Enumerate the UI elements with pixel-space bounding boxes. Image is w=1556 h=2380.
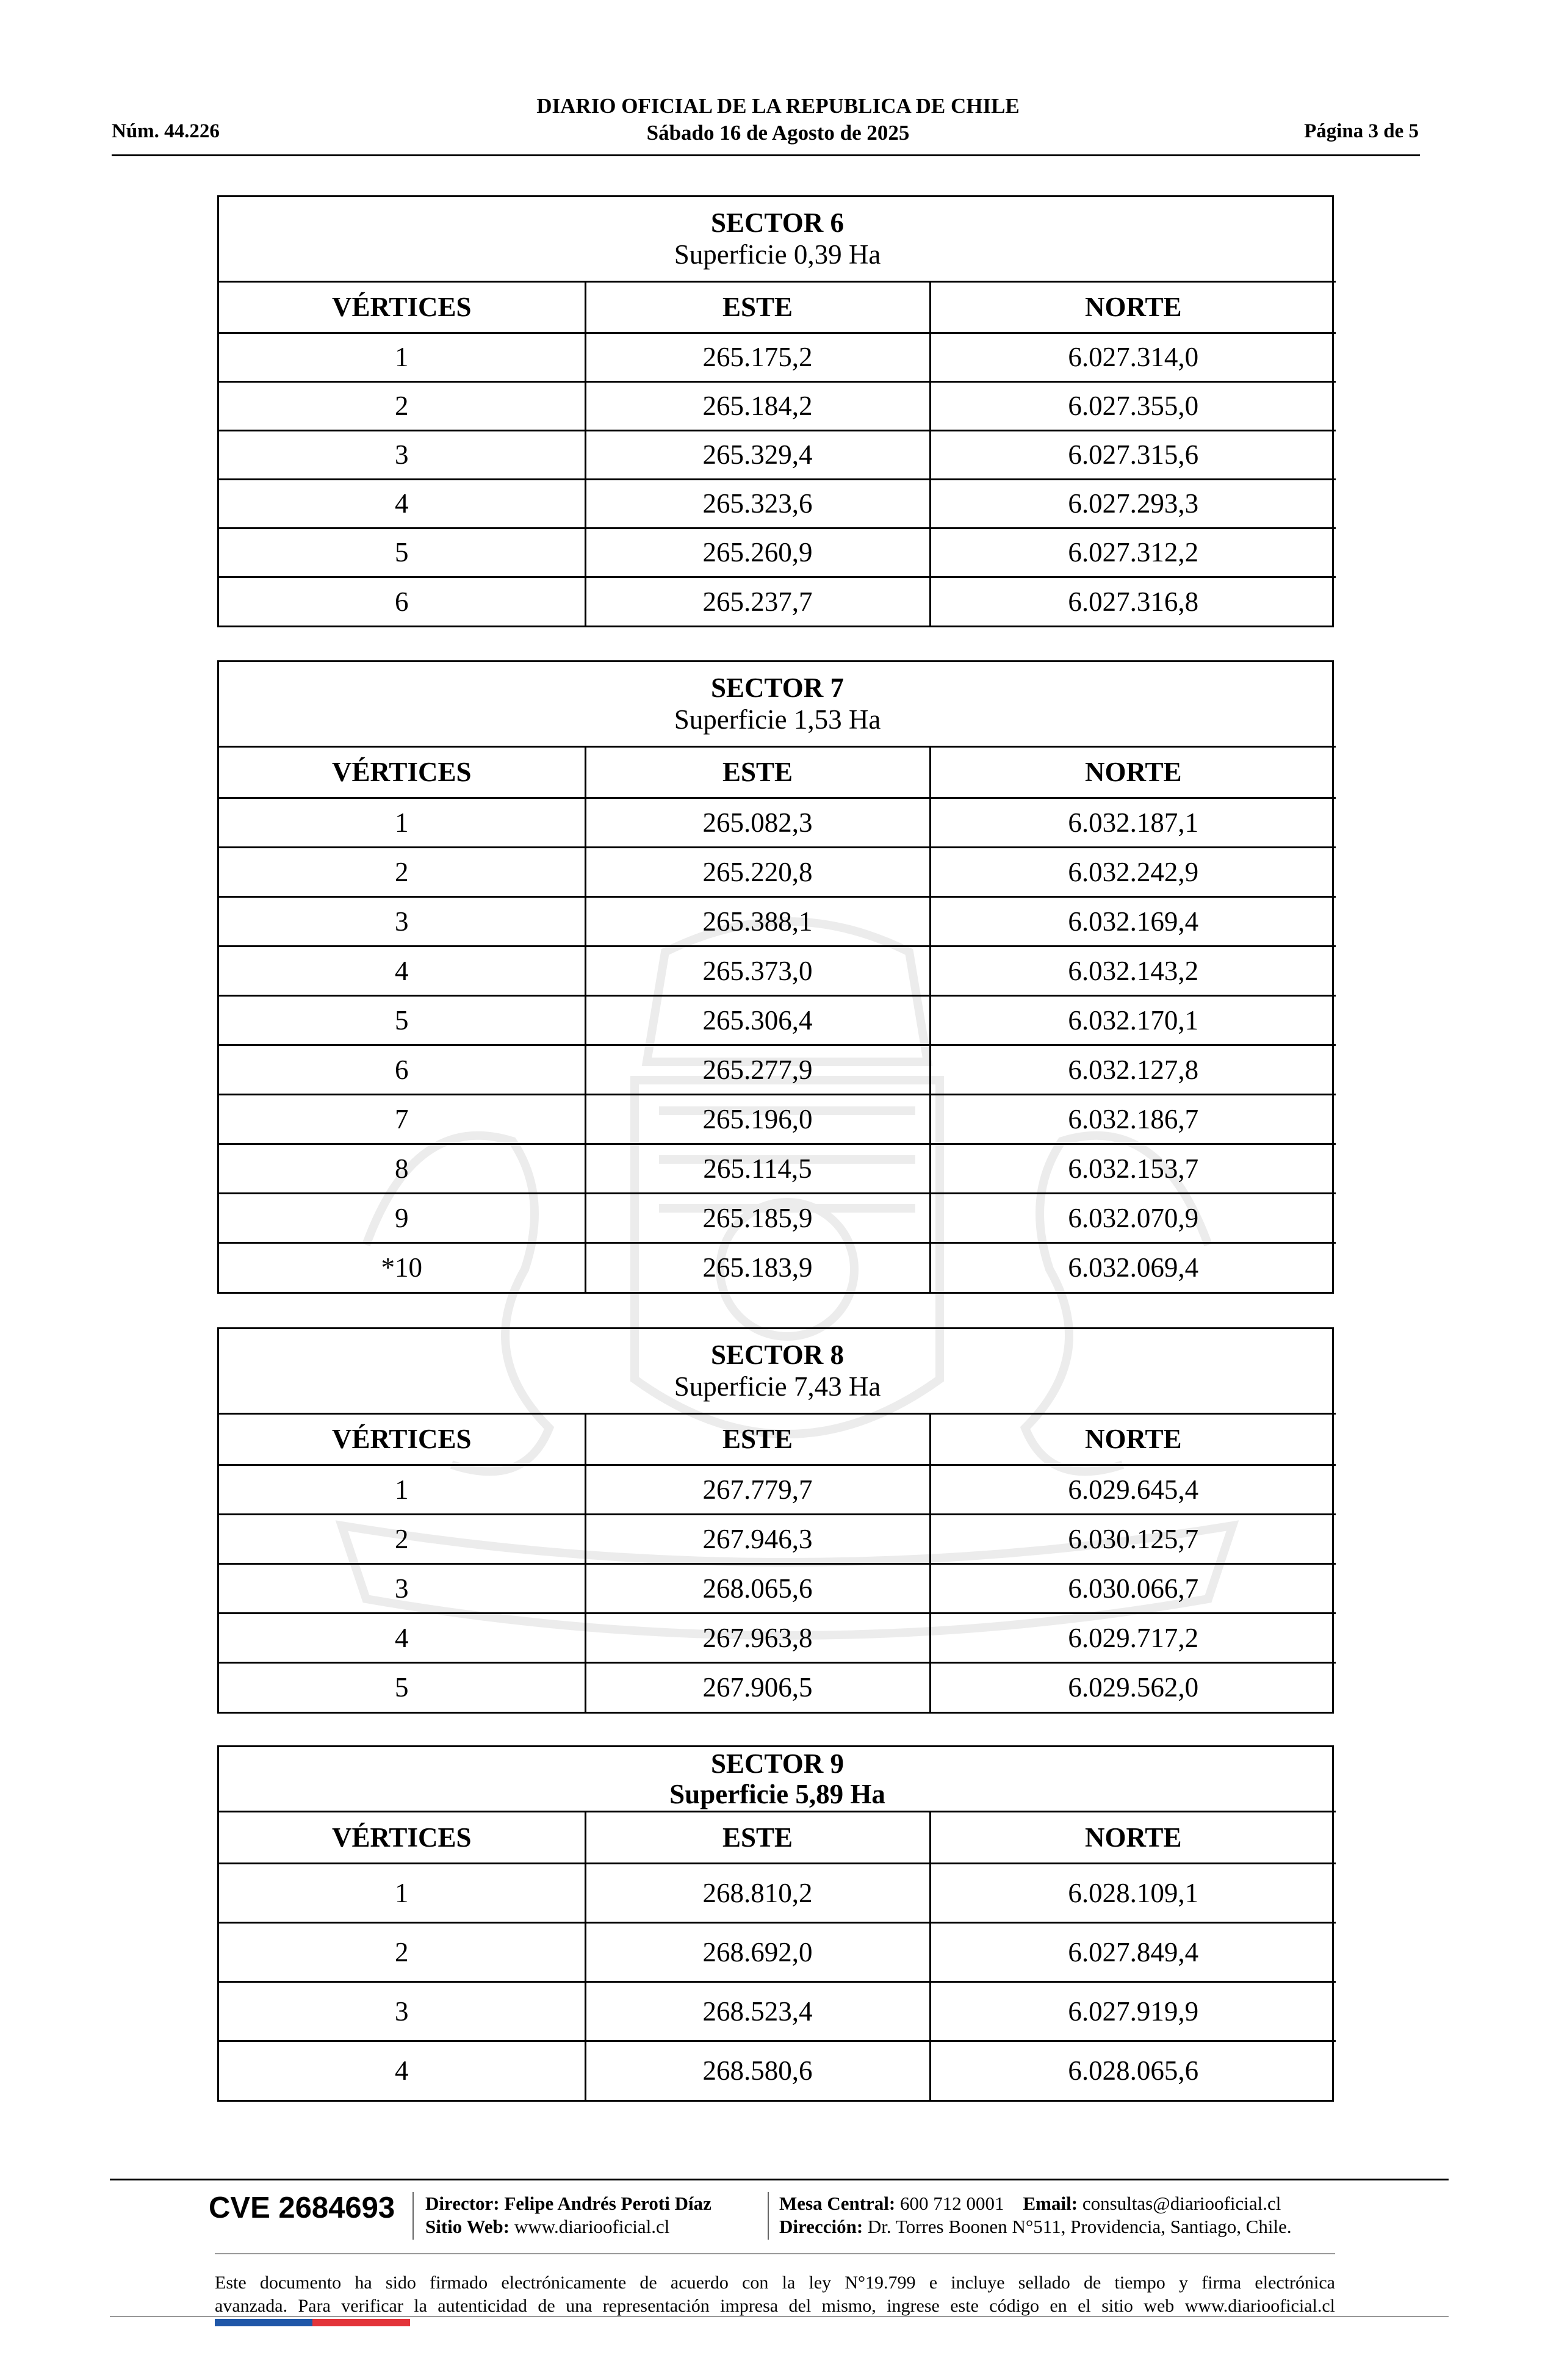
table-row xyxy=(219,847,1336,896)
vertex-cell: 6 xyxy=(219,1045,585,1094)
este-cell: 265.323,6 xyxy=(585,479,930,528)
sector-surface: Superficie 5,89 Ha xyxy=(669,1778,885,1809)
table-row xyxy=(219,528,1336,577)
vertex-cell: 3 xyxy=(219,1982,585,2041)
norte-cell: 6.032.169,4 xyxy=(930,896,1336,946)
column-header-vertices: VÉRTICES xyxy=(219,746,585,798)
norte-cell: 6.032.242,9 xyxy=(930,847,1336,896)
vertex-cell: 8 xyxy=(219,1144,585,1193)
norte-cell: 6.032.170,1 xyxy=(930,995,1336,1045)
column-header-este: ESTE xyxy=(585,1413,930,1465)
este-cell: 265.237,7 xyxy=(585,577,930,626)
este-cell: 265.183,9 xyxy=(585,1242,930,1292)
table-row xyxy=(219,577,1336,626)
norte-cell: 6.028.109,1 xyxy=(930,1863,1336,1922)
norte-cell: 6.029.562,0 xyxy=(930,1662,1336,1712)
table-row xyxy=(219,1465,1336,1514)
vertex-cell: 2 xyxy=(219,381,585,430)
este-cell: 265.277,9 xyxy=(585,1045,930,1094)
column-header-norte: NORTE xyxy=(930,281,1336,333)
column-header-este: ESTE xyxy=(585,281,930,333)
table-row xyxy=(219,1514,1336,1563)
table-row xyxy=(219,1045,1336,1094)
web-link[interactable]: www.diariooficial.cl xyxy=(514,2216,670,2237)
table-row xyxy=(219,1242,1336,1292)
footer-divider-bottom xyxy=(110,2316,1449,2317)
footer-separator xyxy=(768,2192,769,2240)
mesa-phone: 600 712 0001 xyxy=(900,2193,1004,2214)
este-cell: 268.580,6 xyxy=(585,2041,930,2100)
este-cell: 265.082,3 xyxy=(585,798,930,847)
vertex-cell: *10 xyxy=(219,1242,585,1292)
footer-director-block xyxy=(425,2192,711,2238)
norte-cell: 6.028.065,6 xyxy=(930,2041,1336,2100)
vertex-cell: 2 xyxy=(219,1922,585,1982)
sector-title-cell xyxy=(219,662,1336,746)
director-name: Felipe Andrés Peroti Díaz xyxy=(504,2193,711,2214)
este-cell: 265.388,1 xyxy=(585,896,930,946)
vertex-cell: 3 xyxy=(219,430,585,479)
sector-name: SECTOR 6 xyxy=(711,207,845,239)
este-cell: 265.329,4 xyxy=(585,430,930,479)
email-label: Email: xyxy=(1023,2193,1078,2214)
norte-cell: 6.030.066,7 xyxy=(930,1563,1336,1613)
norte-cell: 6.032.187,1 xyxy=(930,798,1336,847)
sector-surface: Superficie 0,39 Ha xyxy=(674,239,881,270)
table-row xyxy=(219,1863,1336,1922)
issue-number: Núm. 44.226 xyxy=(112,120,220,142)
column-header-este: ESTE xyxy=(585,1811,930,1863)
page-indicator: Página 3 de 5 xyxy=(1304,120,1419,142)
sector-name: SECTOR 9 xyxy=(711,1748,844,1779)
sector-7-table xyxy=(217,660,1334,1294)
este-cell: 265.260,9 xyxy=(585,528,930,577)
vertex-cell: 2 xyxy=(219,1514,585,1563)
table-row xyxy=(219,995,1336,1045)
director-label: Director: xyxy=(425,2193,500,2214)
table-row xyxy=(219,1144,1336,1193)
table-row xyxy=(219,430,1336,479)
este-cell: 268.692,0 xyxy=(585,1922,930,1982)
norte-cell: 6.032.127,8 xyxy=(930,1045,1336,1094)
publication-title: DIARIO OFICIAL DE LA REPUBLICA DE CHILE xyxy=(536,94,1020,118)
norte-cell: 6.027.312,2 xyxy=(930,528,1336,577)
este-cell: 268.810,2 xyxy=(585,1863,930,1922)
norte-cell: 6.027.355,0 xyxy=(930,381,1336,430)
address-text: Dr. Torres Boonen N°511, Providencia, Santiago, Chile. xyxy=(867,2216,1292,2237)
norte-cell: 6.027.316,8 xyxy=(930,577,1336,626)
vertex-cell: 5 xyxy=(219,995,585,1045)
este-cell: 267.779,7 xyxy=(585,1465,930,1514)
este-cell: 265.114,5 xyxy=(585,1144,930,1193)
este-cell: 268.523,4 xyxy=(585,1982,930,2041)
table-row xyxy=(219,1662,1336,1712)
mesa-label: Mesa Central: xyxy=(779,2193,896,2214)
footer-divider-top xyxy=(110,2179,1449,2180)
flag-bar-blue xyxy=(215,2319,312,2326)
table-row xyxy=(219,479,1336,528)
vertex-cell: 1 xyxy=(219,1863,585,1922)
sector-name: SECTOR 7 xyxy=(711,673,845,704)
cve-code: CVE 2684693 xyxy=(209,2191,395,2224)
legal-notice xyxy=(215,2271,1335,2318)
sector-title-cell xyxy=(219,1329,1336,1413)
column-header-norte: NORTE xyxy=(930,746,1336,798)
column-header-norte: NORTE xyxy=(930,1811,1336,1863)
este-cell: 265.175,2 xyxy=(585,333,930,381)
vertex-cell: 9 xyxy=(219,1193,585,1242)
table-row xyxy=(219,1982,1336,2041)
vertex-cell: 5 xyxy=(219,528,585,577)
vertex-cell: 6 xyxy=(219,577,585,626)
este-cell: 267.946,3 xyxy=(585,1514,930,1563)
este-cell: 268.065,6 xyxy=(585,1563,930,1613)
table-row xyxy=(219,381,1336,430)
vertex-cell: 3 xyxy=(219,896,585,946)
column-header-vertices: VÉRTICES xyxy=(219,1811,585,1863)
table-row xyxy=(219,333,1336,381)
norte-cell: 6.030.125,7 xyxy=(930,1514,1336,1563)
este-cell: 267.963,8 xyxy=(585,1613,930,1662)
norte-cell: 6.032.069,4 xyxy=(930,1242,1336,1292)
norte-cell: 6.032.070,9 xyxy=(930,1193,1336,1242)
footer-contact-block xyxy=(779,2192,1292,2238)
footer-separator xyxy=(412,2192,414,2240)
norte-cell: 6.027.919,9 xyxy=(930,1982,1336,2041)
flag-bar-red xyxy=(312,2319,410,2326)
sector-9-table xyxy=(217,1745,1334,2102)
norte-cell: 6.029.717,2 xyxy=(930,1613,1336,1662)
este-cell: 265.373,0 xyxy=(585,946,930,995)
vertex-cell: 1 xyxy=(219,333,585,381)
legal-line-2: avanzada. Para verificar la autenticidad de una representación impresa del mismo, ingrese este código en el sitio web www.diariooficial.cl xyxy=(215,2296,1335,2316)
sector-surface: Superficie 7,43 Ha xyxy=(674,1371,881,1402)
este-cell: 265.185,9 xyxy=(585,1193,930,1242)
footer-divider-middle xyxy=(215,2253,1335,2254)
vertex-cell: 5 xyxy=(219,1662,585,1712)
vertex-cell: 4 xyxy=(219,946,585,995)
sector-title-cell xyxy=(219,197,1336,281)
address-label: Dirección: xyxy=(779,2216,863,2237)
norte-cell: 6.032.153,7 xyxy=(930,1144,1336,1193)
table-row xyxy=(219,946,1336,995)
vertex-cell: 7 xyxy=(219,1094,585,1144)
column-header-norte: NORTE xyxy=(930,1413,1336,1465)
norte-cell: 6.029.645,4 xyxy=(930,1465,1336,1514)
vertex-cell: 1 xyxy=(219,1465,585,1514)
vertex-cell: 4 xyxy=(219,1613,585,1662)
vertex-cell: 4 xyxy=(219,2041,585,2100)
sector-name: SECTOR 8 xyxy=(711,1340,845,1371)
publication-date: Sábado 16 de Agosto de 2025 xyxy=(646,121,910,145)
sector-6-table xyxy=(217,195,1334,627)
este-cell: 265.306,4 xyxy=(585,995,930,1045)
sector-surface: Superficie 1,53 Ha xyxy=(674,704,881,735)
vertex-cell: 4 xyxy=(219,479,585,528)
column-header-vertices: VÉRTICES xyxy=(219,281,585,333)
table-row xyxy=(219,1613,1336,1662)
web-label: Sitio Web: xyxy=(425,2216,510,2237)
column-header-vertices: VÉRTICES xyxy=(219,1413,585,1465)
este-cell: 267.906,5 xyxy=(585,1662,930,1712)
vertex-cell: 3 xyxy=(219,1563,585,1613)
norte-cell: 6.027.293,3 xyxy=(930,479,1336,528)
vertex-cell: 1 xyxy=(219,798,585,847)
table-row xyxy=(219,896,1336,946)
legal-line-1: Este documento ha sido firmado electrónicamente de acuerdo con la ley N°19.799 e incluye sellado de tiempo y firma electrónica xyxy=(215,2273,1335,2293)
header-divider xyxy=(112,154,1420,156)
este-cell: 265.196,0 xyxy=(585,1094,930,1144)
table-row xyxy=(219,1193,1336,1242)
vertex-cell: 2 xyxy=(219,847,585,896)
column-header-este: ESTE xyxy=(585,746,930,798)
sector-8-table xyxy=(217,1327,1334,1714)
table-row xyxy=(219,1094,1336,1144)
table-row xyxy=(219,798,1336,847)
table-row xyxy=(219,1922,1336,1982)
este-cell: 265.220,8 xyxy=(585,847,930,896)
este-cell: 265.184,2 xyxy=(585,381,930,430)
norte-cell: 6.032.143,2 xyxy=(930,946,1336,995)
norte-cell: 6.027.315,6 xyxy=(930,430,1336,479)
table-row xyxy=(219,1563,1336,1613)
norte-cell: 6.027.314,0 xyxy=(930,333,1336,381)
table-row xyxy=(219,2041,1336,2100)
norte-cell: 6.032.186,7 xyxy=(930,1094,1336,1144)
sector-title-cell xyxy=(219,1747,1336,1811)
email-link[interactable]: consultas@diariooficial.cl xyxy=(1082,2193,1281,2214)
norte-cell: 6.027.849,4 xyxy=(930,1922,1336,1982)
